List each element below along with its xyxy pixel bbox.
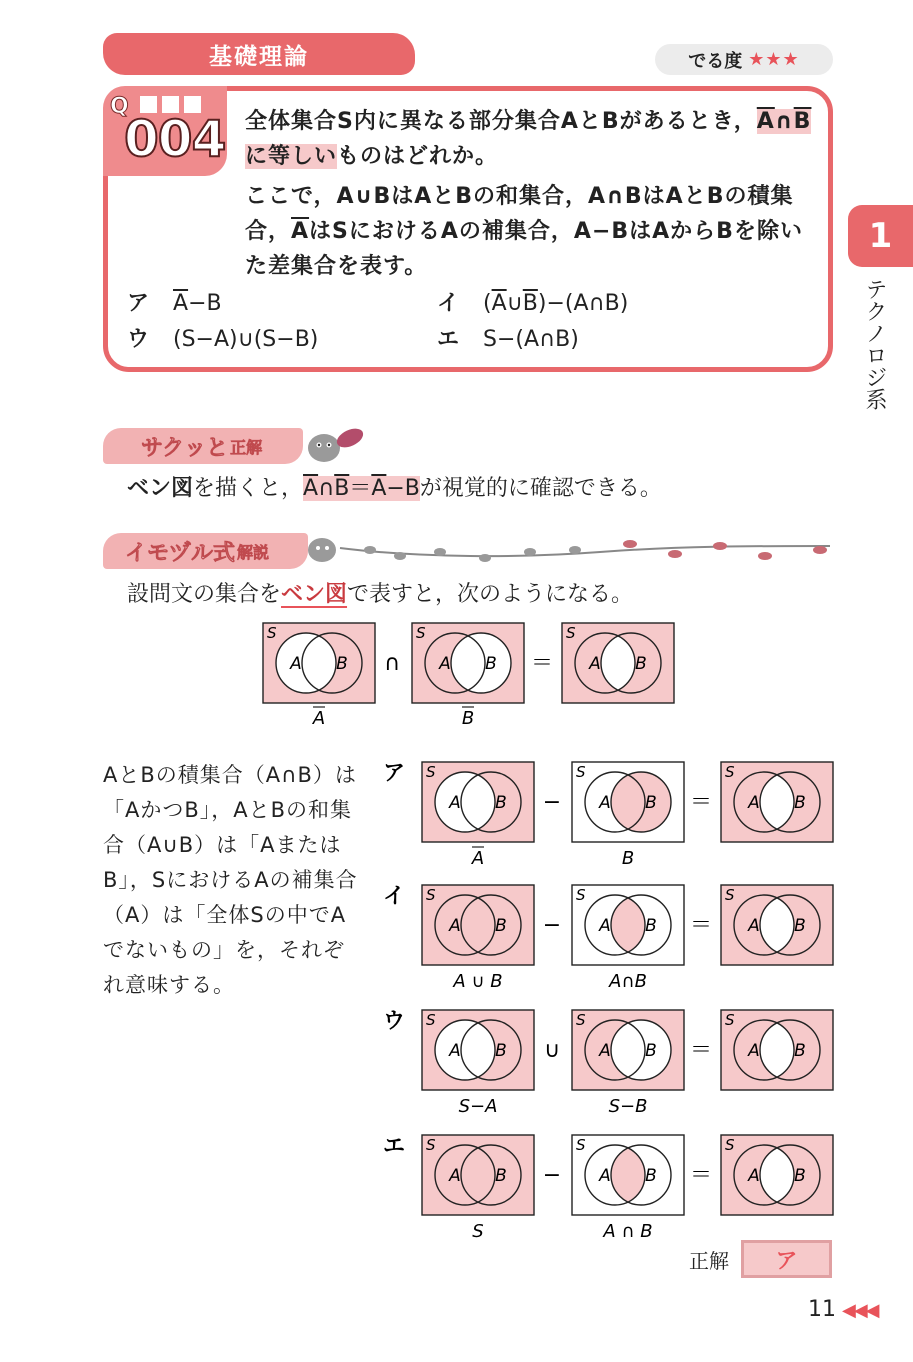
explanation-tag: イモヅル式 解説 [103,533,308,569]
venn-row2-cap1: S−A [458,1096,498,1117]
venn-top-not-b [412,623,524,703]
difficulty-stars: ★★★ [748,49,800,70]
venn-row0-middle [572,762,684,842]
venn-row3-eq: ＝ [689,1163,713,1188]
row-label-0: ア [382,761,406,786]
venn-label-s: S [725,1136,735,1154]
page-number: 11 [808,1297,836,1322]
venn-label-a: A [748,916,760,936]
venn-top-result [562,623,674,703]
venn-label-s: S [725,763,735,781]
venn-label-s: S [426,1011,436,1029]
venn-label-s: S [416,624,426,642]
venn-label-b: B [645,1041,657,1061]
venn-label-s: S [576,886,586,904]
question-letter: Q [110,94,129,119]
venn-label-s: S [566,624,576,642]
venn-top-op-intersect: ∩ [383,651,401,676]
answer-box: ア [741,1240,832,1278]
venn-row2-eq: ＝ [689,1038,713,1063]
venn-top-not-a [263,623,375,703]
choice-a: ア $\overline{A}-B$ [127,291,222,316]
choice-e: エ S−(A∩B) [437,327,579,352]
chapter-number-tab: 1 [848,205,913,267]
section-title: 基礎理論 [209,43,309,70]
quick-answer-tag: サクッと 正解 [103,428,303,464]
venn-label-b: B [794,1041,806,1061]
venn-label-s: S [576,763,586,781]
venn-row0-left [422,762,534,842]
venn-row1-cap2: A∩B [609,971,647,992]
venn-label-b: B [794,793,806,813]
venn-label-a: A [748,1041,760,1061]
venn-row2-middle [572,1010,684,1090]
row-label-2: ウ [382,1009,406,1034]
venn-label-b: B [485,654,497,674]
venn-label-b: B [495,916,507,936]
venn-label-a: A [449,1166,461,1186]
choice-i: イ $(\overline{A}\cup\overline{B})-(A\cap B)$ [437,291,629,316]
venn-label-b: B [635,654,647,674]
venn-row2-op: ∪ [543,1038,561,1063]
venn-label-b: B [336,654,348,674]
venn-label-s: S [426,763,436,781]
venn-row2-result [721,1010,833,1090]
chapter-label: テクノロジ系 [862,278,887,410]
venn-label-a: A [599,1166,611,1186]
venn-row3-cap2: A ∩ B [603,1221,653,1242]
venn-row0-eq: ＝ [689,790,713,815]
venn-label-s: S [426,1136,436,1154]
side-note: AとBの積集合（A∩B）は「AかつB」，AとBの和集合（A∪B）は「AまたはB」，SにおけるAの補集合（A）は「全体Sの中でAでないもの」を，それぞれ意味する。 [103,763,358,997]
row-label-1: イ [382,884,406,909]
venn-top-op-equal: ＝ [530,651,554,676]
venn-row1-cap1: A ∪ B [453,971,503,992]
venn-label-s: S [267,624,277,642]
venn-row2-cap2: S−B [608,1096,648,1117]
venn-label-a: A [599,1041,611,1061]
venn-row0-op: − [542,790,562,815]
venn-label-s: S [725,1011,735,1029]
row-label-3: エ [382,1134,406,1159]
venn-label-b: B [645,793,657,813]
answer-label: 正解 [689,1249,729,1273]
venn-row1-op: − [542,913,562,938]
venn-label-a: A [439,654,451,674]
venn-row2-left [422,1010,534,1090]
venn-row3-middle [572,1135,684,1215]
venn-label-b: B [794,916,806,936]
venn-label-a: A [748,793,760,813]
venn-row1-left [422,885,534,965]
venn-label-a: A [449,916,461,936]
venn-row0-cap2: B [621,848,635,869]
choice-u: ウ (S−A)∪(S−B) [127,327,319,352]
venn-row1-result [721,885,833,965]
venn-label-b: B [645,916,657,936]
venn-label-a: A [449,1041,461,1061]
venn-label-a: A [599,916,611,936]
venn-label-a: A [599,793,611,813]
venn-row3-left [422,1135,534,1215]
venn-label-b: B [794,1166,806,1186]
question-paragraph-2: ここで，A∪BはAとBの和集合，A∩BはAとBの積集合，$\overline{A}$はSにおけるAの補集合，A−BはAからBを除いた差集合を表す。 [245,184,803,279]
venn-row1-middle [572,885,684,965]
venn-label-b: B [645,1166,657,1186]
explanation-intro: 設問文の集合をベン図で表すと，次のようになる。 [127,582,634,607]
venn-label-s: S [576,1136,586,1154]
venn-label-a: A [589,654,601,674]
venn-top-cap-a: A [312,708,326,729]
venn-label-s: S [576,1011,586,1029]
venn-label-b: B [495,793,507,813]
venn-label-b: B [495,1166,507,1186]
venn-label-b: B [495,1041,507,1061]
venn-row3-result [721,1135,833,1215]
venn-row3-op: − [542,1163,562,1188]
venn-label-a: A [748,1166,760,1186]
venn-row0-result [721,762,833,842]
venn-label-a: A [290,654,302,674]
venn-label-a: A [449,793,461,813]
difficulty-label: でる度 [688,50,743,72]
venn-row3-cap1: S [472,1221,484,1242]
page-arrows-icon: ◀◀◀ [842,1300,878,1321]
question-paragraph-1: 全体集合S内に異なる部分集合AとBがあるとき，$\overline{A}\cap\overline{B}$に等しいものはどれか。 [245,109,812,169]
venn-label-s: S [426,886,436,904]
venn-label-s: S [725,886,735,904]
quick-answer-text: ベン図を描くと，$\overline{A}\cap\overline{B}=\overline{A}-B$が視覚的に確認できる。 [127,476,662,501]
question-number: 004 [124,110,226,168]
venn-row1-eq: ＝ [689,913,713,938]
venn-top-cap-b: B [461,708,475,729]
venn-row0-cap1: A [471,848,485,869]
